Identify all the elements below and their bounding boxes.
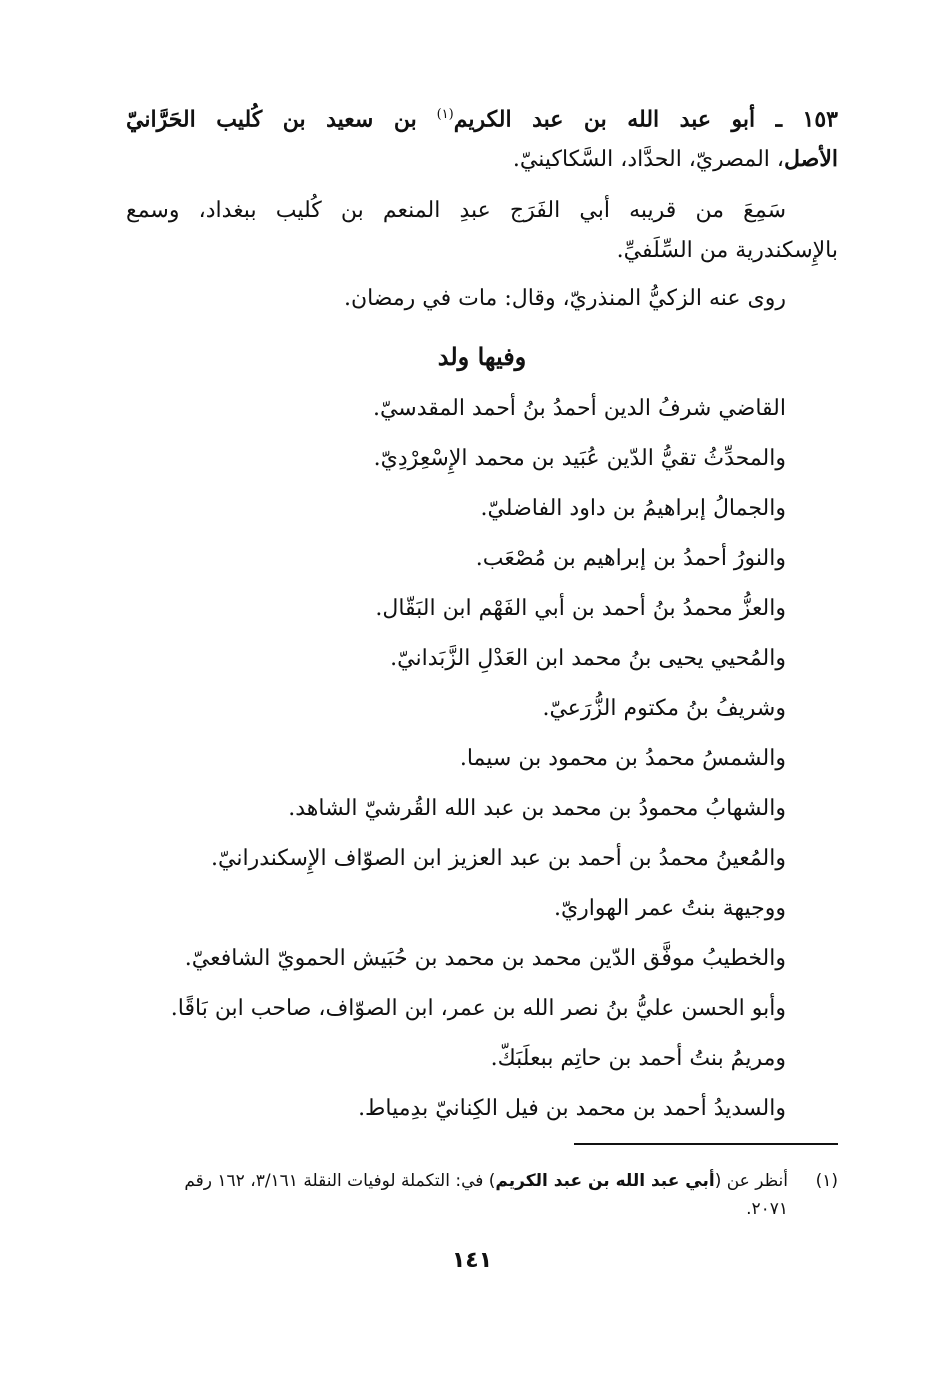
footnote-line-2: ٢٠٧١.	[746, 1199, 788, 1219]
entry-heading-line-1	[126, 100, 838, 135]
list-item: والسديدُ أحمد بن محمد بن فيل الكِنانيّ بدِمياط.	[358, 1096, 786, 1121]
list-item: والجمالُ إبراهيمُ بن داود الفاضليّ.	[480, 496, 786, 521]
list-item: والمحدِّثُ تقيُّ الدّين عُبَيد بن محمد الإِسْعِرْدِيّ.	[373, 446, 786, 471]
footnote-line-1	[126, 1168, 788, 1194]
list-item: والمُحيي يحيى بنُ محمد ابن العَدْلِ الزَّبَدانيّ.	[390, 646, 786, 671]
entry-heading-line-2	[126, 144, 838, 175]
list-item: والعزُّ محمدُ بنُ أحمد بن أبي الفَهْم ابن البَقّال.	[375, 596, 786, 621]
entry-title-part-b: بن سعيد بن كُليب الحَرَّانيّ	[126, 106, 417, 133]
list-item: ومريمُ بنتُ أحمد بن حاتِم ببعلَبَكّ.	[490, 1046, 786, 1071]
footnote-bold-name: أبي عبد الله بن عبد الكريم	[495, 1171, 715, 1191]
footnote-marker: (١)	[815, 1171, 838, 1191]
entry-nisbas: ، المصريّ، الحدَّاد، السَّكاكينيّ.	[512, 147, 784, 172]
list-item: والخطيبُ موفَّق الدّين محمد بن محمد بن حُبَيش الحمويّ الشافعيّ.	[184, 946, 786, 971]
list-item: القاضي شرفُ الدين أحمدُ بنُ أحمد المقدسيّ.	[372, 396, 786, 421]
entry-heard-text-1: سَمِعَ من قريبه أبي الفَرَج عبدِ المنعم بن كُليب ببغداد، وسمع	[126, 198, 786, 223]
entry-paragraph-narrated	[126, 284, 838, 314]
footnote-reference[interactable]: (١)	[436, 107, 454, 122]
entry-heard-text-2: بالإِسكندرية من السِّلَفيِّ.	[616, 238, 838, 263]
list-item: وشريفُ بنُ مكتوم الزُّرَعيّ.	[542, 696, 786, 721]
list-item: والمُعينُ محمدُ بن أحمد بن عبد العزيز ابن الصوّاف الإِسكندرانيّ.	[211, 846, 786, 871]
list-item: وأبو الحسن عليُّ بنُ نصر الله بن عمر، ابن الصوّاف، صاحب ابن بَاقًا.	[170, 996, 786, 1021]
list-item: والشمسُ محمدُ بن محمود بن سيما.	[459, 746, 786, 771]
list-item: والشهابُ محمودُ بن محمد بن عبد الله القُرشيّ الشاهد.	[288, 796, 786, 821]
entry-narrated-text: روى عنه الزكيُّ المنذريّ، وقال: مات في رمضان.	[343, 286, 786, 311]
footnote-prefix: أنظر عن (	[714, 1171, 788, 1191]
section-heading: وفيها ولد	[437, 342, 527, 371]
footnote-separator	[574, 1143, 838, 1145]
entry-paragraph-heard-line-1	[126, 196, 838, 226]
entry-title-part-a: ١٥٣ ـ أبو عبد الله بن عبد الكريم	[453, 106, 838, 133]
entry-origin: الأصل	[783, 146, 838, 172]
page-number: ١٤١	[451, 1248, 493, 1273]
list-item: والنورُ أحمدُ بن إبراهيم بن مُصْعَب.	[475, 546, 786, 571]
footnote-suffix: ) في: التكملة لوفيات النقلة ٣/١٦١، ١٦٢ رقم	[184, 1171, 496, 1191]
entry-paragraph-heard-line-2	[126, 236, 838, 266]
list-item: ووجيهة بنتُ عمر الهواريّ.	[553, 896, 786, 921]
